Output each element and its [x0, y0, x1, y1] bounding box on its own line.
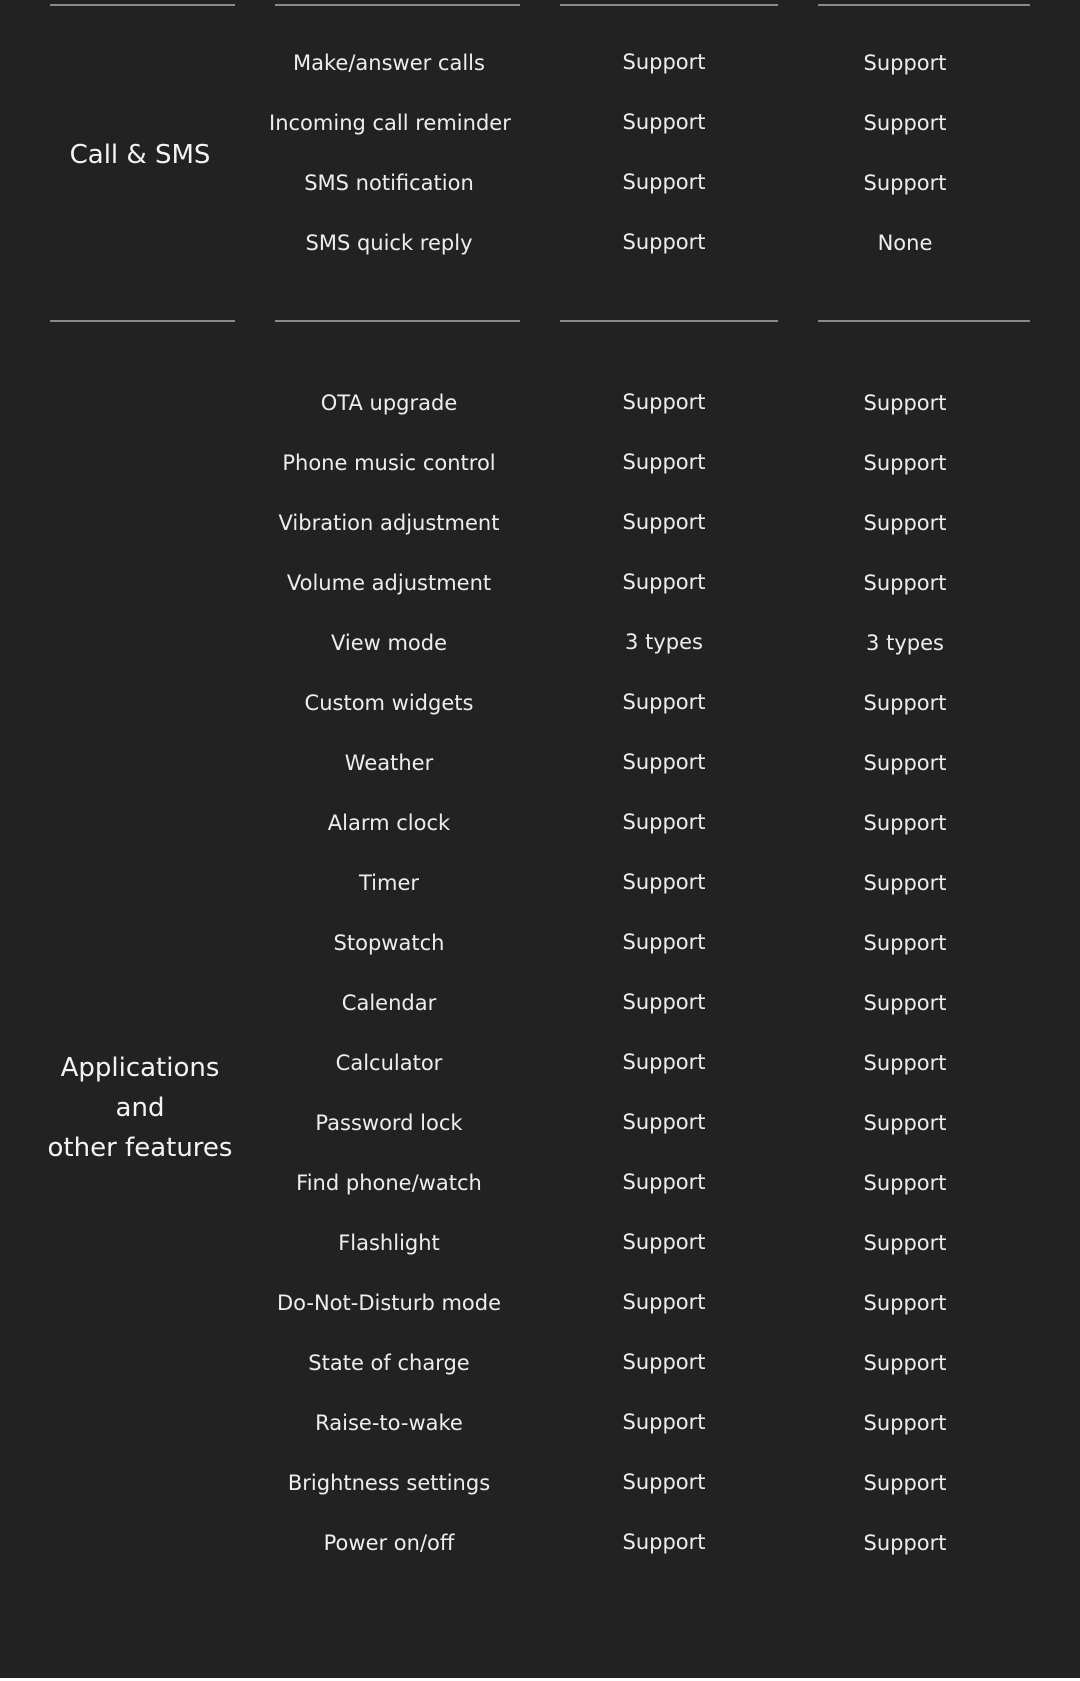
category-line: other features [47, 1133, 233, 1163]
value-cell: Support [863, 51, 947, 75]
feature-name: Flashlight [338, 1231, 440, 1255]
feature-name: Custom widgets [304, 691, 474, 715]
value-cell: Support [863, 511, 947, 535]
value-cell: Support [863, 111, 947, 135]
value-cell: Support [863, 1471, 947, 1495]
value-cell: Support [863, 1111, 947, 1135]
value-cell: Support [622, 810, 706, 834]
value-cell: Support [863, 1351, 947, 1375]
feature-name: View mode [330, 631, 448, 655]
feature-name: Incoming call reminder [269, 111, 511, 135]
value-cell: Support [863, 1231, 947, 1255]
value-cell: Support [622, 230, 706, 254]
feature-name: SMS quick reply [305, 231, 473, 255]
feature-name: Power on/off [323, 1531, 455, 1555]
feature-name: State of charge [308, 1351, 470, 1375]
value-cell: Support [622, 570, 706, 594]
feature-name: OTA upgrade [320, 391, 458, 415]
value-cell: Support [863, 691, 947, 715]
value-cell: Support [622, 1410, 706, 1434]
feature-name: SMS notification [304, 171, 474, 195]
value-cell: Support [622, 1050, 706, 1074]
feature-name: Vibration adjustment [278, 511, 500, 535]
value-cell: Support [863, 1411, 947, 1435]
value-cell: Support [863, 1171, 947, 1195]
value-cell: Support [622, 870, 706, 894]
value-cell: Support [622, 1470, 706, 1494]
value-cell: Support [863, 171, 947, 195]
value-cell: Support [622, 170, 706, 194]
value-cell: Support [863, 571, 947, 595]
feature-name: Volume adjustment [286, 571, 492, 595]
value-cell: Support [622, 510, 706, 534]
divider [818, 4, 1030, 6]
feature-name: Timer [358, 871, 420, 895]
category-line: and [115, 1093, 165, 1123]
feature-name: Calculator [335, 1051, 443, 1075]
value-cell: Support [622, 50, 706, 74]
feature-name: Do-Not-Disturb mode [276, 1291, 502, 1315]
divider [560, 320, 778, 322]
category-label [40, 135, 240, 175]
divider [50, 4, 235, 6]
value-cell: Support [863, 811, 947, 835]
value-cell: Support [622, 1230, 706, 1254]
value-cell: Support [863, 931, 947, 955]
feature-name: Password lock [315, 1111, 463, 1135]
feature-name: Make/answer calls [293, 51, 485, 75]
value-cell: Support [863, 391, 947, 415]
value-cell: Support [863, 1291, 947, 1315]
value-cell: Support [622, 690, 706, 714]
feature-name: Raise-to-wake [315, 1411, 463, 1435]
feature-name: Brightness settings [287, 1471, 491, 1495]
value-cell: Support [622, 1290, 706, 1314]
divider [818, 320, 1030, 322]
feature-name: Weather [344, 751, 434, 775]
value-cell: Support [622, 1170, 706, 1194]
divider [275, 320, 520, 322]
value-cell: Support [622, 390, 706, 414]
feature-name: Stopwatch [333, 931, 445, 955]
category-line: Applications [60, 1053, 220, 1083]
divider [275, 4, 520, 6]
value-cell: Support [863, 451, 947, 475]
category-label [40, 1048, 240, 1168]
value-cell: Support [622, 110, 706, 134]
feature-name: Phone music control [282, 451, 496, 475]
divider [50, 320, 235, 322]
value-cell: 3 types [625, 630, 703, 654]
value-cell: Support [863, 1531, 947, 1555]
value-cell: Support [622, 1530, 706, 1554]
value-cell: Support [863, 751, 947, 775]
value-cell: Support [622, 750, 706, 774]
value-cell: Support [863, 991, 947, 1015]
value-cell: Support [863, 1051, 947, 1075]
value-cell: Support [622, 930, 706, 954]
feature-name: Find phone/watch [296, 1171, 482, 1195]
value-cell: Support [622, 990, 706, 1014]
value-cell: Support [622, 450, 706, 474]
category-line: Call & SMS [69, 140, 211, 170]
feature-name: Alarm clock [327, 811, 451, 835]
value-cell: 3 types [866, 631, 944, 655]
feature-name: Calendar [341, 991, 437, 1015]
value-cell: Support [622, 1350, 706, 1374]
divider [560, 4, 778, 6]
value-cell: Support [863, 871, 947, 895]
value-cell: None [877, 231, 933, 255]
value-cell: Support [622, 1110, 706, 1134]
